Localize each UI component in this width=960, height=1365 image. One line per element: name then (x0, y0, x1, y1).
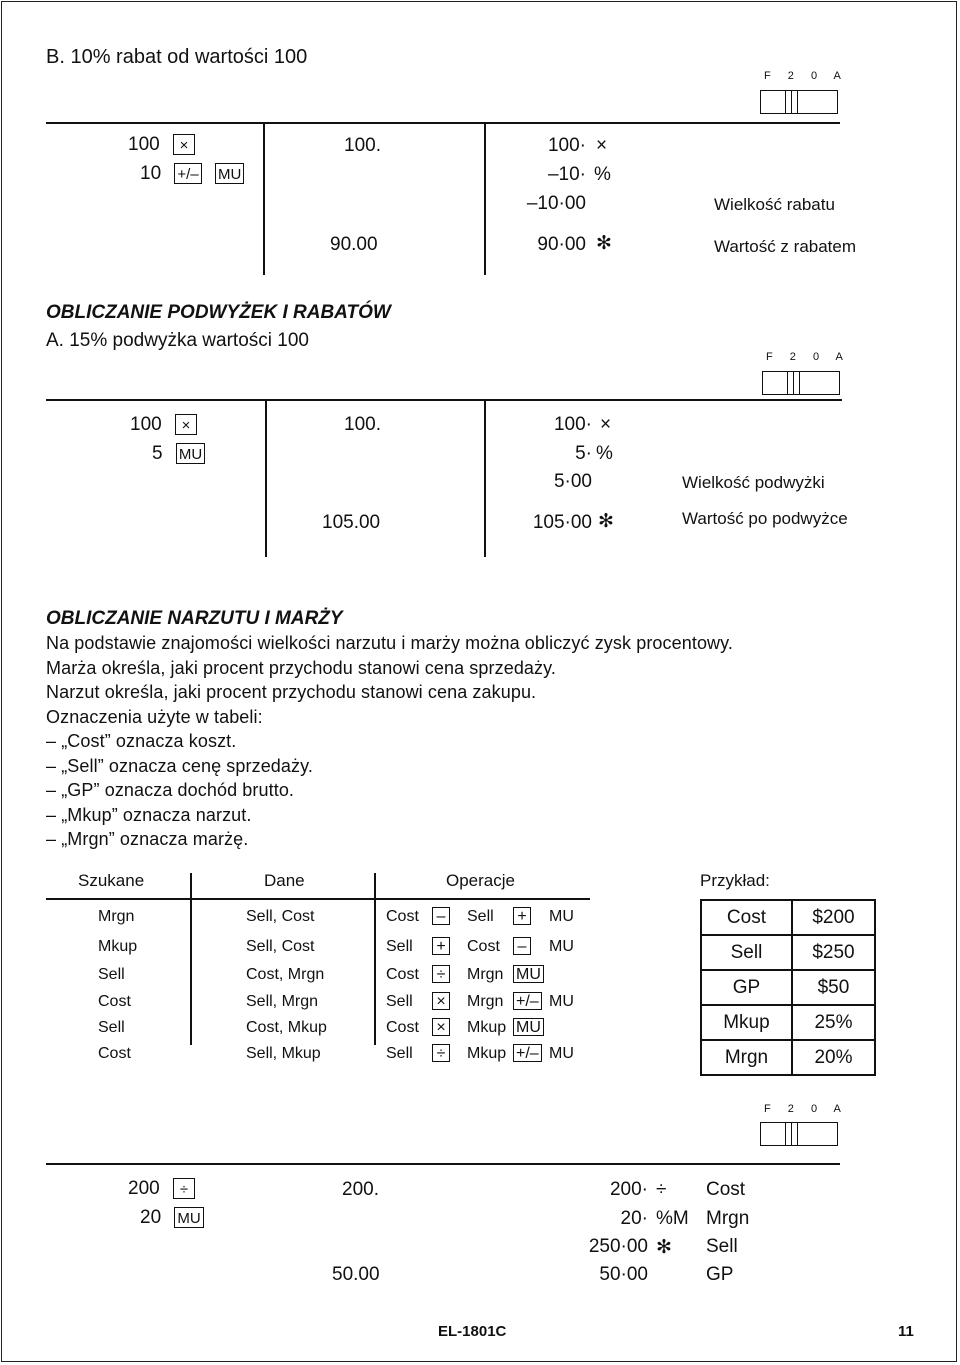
key-number: 100 (130, 414, 162, 435)
table-cell: GP (701, 970, 792, 1005)
table-cell: 25% (792, 1005, 875, 1040)
tape-value: 105·00 (532, 512, 592, 533)
table-row (701, 935, 875, 970)
column-divider (263, 122, 265, 275)
operation-operand: Cost (386, 908, 419, 925)
operation-key: ÷ (432, 965, 450, 983)
text-line: Oznaczenia użyte w tabeli: (46, 706, 263, 727)
divider-line (46, 399, 842, 401)
table-cell-sought: Cost (98, 993, 131, 1010)
table-cell-sought: Mrgn (98, 908, 135, 925)
key-number: 200 (128, 1178, 160, 1199)
operation-operand: MU (549, 1045, 574, 1062)
table-header-sought: Szukane (78, 871, 145, 890)
operation-operand: MU (549, 993, 574, 1010)
tape-label: Wartość z rabatem (714, 237, 857, 256)
table-cell: 20% (792, 1040, 875, 1075)
tape-label: Cost (706, 1179, 746, 1200)
table-cell: Sell (701, 935, 792, 970)
table-cell-given: Cost, Mkup (246, 1019, 327, 1036)
tape-symbol: %M (656, 1208, 689, 1229)
text-line: – „Sell” oznacza cenę sprzedaży. (46, 755, 313, 776)
divider-line (46, 1163, 840, 1165)
multiply-key: × (173, 134, 195, 155)
table-cell-sought: Sell (98, 1019, 125, 1036)
table-header-given: Dane (264, 871, 305, 890)
table-cell: $50 (792, 970, 875, 1005)
mu-key: MU (174, 1207, 203, 1228)
table-cell-given: Sell, Mrgn (246, 993, 319, 1010)
page-number: 11 (898, 1323, 914, 1340)
display-value: 90.00 (330, 234, 378, 255)
table-cell-sought: Sell (98, 966, 125, 983)
keystroke-row (128, 1178, 195, 1200)
column-divider (190, 873, 192, 1045)
tape-value: 100· (553, 414, 592, 435)
tape-value: 5· (575, 443, 592, 464)
operation-operand: Mkup (467, 1045, 507, 1062)
tape-symbol: × (600, 414, 612, 435)
text-line: – „Cost” oznacza koszt. (46, 731, 237, 751)
tape-value: 200· (609, 1179, 648, 1200)
example-table (700, 899, 876, 1076)
display-value: 100. (344, 135, 381, 156)
key-number: 100 (128, 134, 160, 155)
switch-diagram (760, 1122, 838, 1146)
operation-key: – (513, 937, 531, 955)
keystroke-row (140, 163, 244, 185)
tape-symbol: ✻ (596, 233, 612, 254)
operation-key: + (432, 937, 450, 955)
tape-symbol: ✻ (656, 1237, 672, 1258)
column-divider (484, 122, 486, 275)
column-divider (374, 873, 376, 1045)
table-cell-given: Sell, Mkup (246, 1045, 321, 1062)
text-line: Na podstawie znajomości wielkości narzutu i marży można obliczyć zysk procentowy. (46, 633, 734, 653)
operation-key: × (432, 1018, 450, 1036)
text-line: – „Mrgn” oznacza marżę. (46, 829, 249, 849)
text-line: – „Mkup” oznacza narzut. (46, 804, 252, 825)
tape-value: 50·00 (599, 1264, 648, 1285)
display-value: 105.00 (322, 512, 381, 533)
operation-operand: Cost (467, 938, 500, 955)
tape-label: Mrgn (706, 1208, 750, 1229)
operation-operand: Sell (386, 993, 413, 1010)
display-value: 100. (344, 414, 381, 435)
text-line: Narzut określa, jaki procent przychodu stanowi cena zakupu. (46, 682, 537, 702)
tape-label: GP (706, 1264, 734, 1285)
table-cell: $250 (792, 935, 875, 970)
table-rule (46, 898, 590, 900)
table-cell-given: Sell, Cost (246, 908, 315, 925)
table-header-operations: Operacje (446, 871, 515, 890)
keystroke-row (140, 1207, 204, 1229)
table-row (701, 1040, 875, 1075)
mu-key: MU (176, 443, 205, 464)
tape-label: Wielkość podwyżki (682, 473, 825, 492)
switch-diagram (762, 371, 840, 395)
operation-operand: Sell (386, 1045, 413, 1062)
tape-value: 5·00 (553, 471, 592, 492)
operation-key: +/– (513, 1044, 542, 1062)
model-name: EL-1801C (438, 1323, 507, 1340)
tape-value: –10· (547, 164, 586, 185)
operation-key: ÷ (432, 1044, 450, 1062)
tape-label: Wielkość rabatu (714, 195, 835, 214)
tape-value: –10·00 (526, 193, 586, 214)
operation-operand: Sell (467, 908, 494, 925)
keystroke-row (152, 443, 205, 465)
tape-value: 90·00 (537, 234, 586, 255)
switch-label: F 2 0 A (764, 70, 848, 82)
operation-operand: Cost (386, 1019, 419, 1036)
operation-key: – (432, 907, 450, 925)
tape-value: 100· (547, 135, 586, 156)
tape-symbol: % (596, 443, 613, 464)
switch-label: F 2 0 A (766, 351, 850, 363)
text-line: – „GP” oznacza dochód brutto. (46, 780, 295, 800)
tape-value: 250·00 (588, 1236, 648, 1257)
operation-key: MU (513, 1018, 544, 1036)
tape-label: Sell (706, 1236, 738, 1257)
column-divider (484, 399, 486, 557)
operation-operand: MU (549, 908, 574, 925)
table-row (701, 900, 875, 935)
operation-key: MU (513, 965, 544, 983)
operation-operand: Cost (386, 966, 419, 983)
switch-diagram (760, 90, 838, 114)
key-number: 5 (152, 443, 163, 464)
table-cell-given: Cost, Mrgn (246, 966, 325, 983)
plus-minus-key: +/– (174, 163, 201, 184)
mu-key: MU (215, 163, 244, 184)
divide-key: ÷ (173, 1178, 195, 1199)
section-b-title: B. 10% rabat od wartości 100 (46, 46, 308, 68)
table-row (701, 1005, 875, 1040)
table-cell: $200 (792, 900, 875, 935)
display-value: 50.00 (332, 1264, 380, 1285)
operation-key: +/– (513, 992, 542, 1010)
table-cell: Cost (701, 900, 792, 935)
section-heading: OBLICZANIE NARZUTU I MARŻY (46, 608, 343, 629)
multiply-key: × (175, 414, 197, 435)
operation-operand: Mkup (467, 1019, 507, 1036)
explanation-paragraph (46, 631, 733, 852)
table-cell-sought: Cost (98, 1045, 131, 1062)
table-row (701, 970, 875, 1005)
operation-operand: Mrgn (467, 966, 504, 983)
tape-label: Wartość po podwyżce (682, 509, 848, 528)
text-line: Marża określa, jaki procent przychodu stanowi cena sprzedaży. (46, 657, 557, 678)
section-heading: OBLICZANIE PODWYŻEK I RABATÓW (46, 302, 391, 323)
display-value: 200. (342, 1179, 379, 1200)
tape-symbol: % (594, 164, 611, 185)
tape-value: 20· (620, 1208, 648, 1229)
section-a-title: A. 15% podwyżka wartości 100 (46, 330, 309, 351)
operation-operand: MU (549, 938, 574, 955)
tape-symbol: ✻ (598, 511, 614, 532)
key-number: 10 (140, 163, 162, 184)
key-number: 20 (140, 1207, 162, 1228)
tape-symbol: × (596, 135, 608, 156)
operation-key: + (513, 907, 531, 925)
table-cell-sought: Mkup (98, 938, 138, 955)
operation-operand: Mrgn (467, 993, 504, 1010)
operation-operand: Sell (386, 938, 413, 955)
operation-key: × (432, 992, 450, 1010)
table-cell-given: Sell, Cost (246, 938, 315, 955)
divider-line (46, 122, 840, 124)
keystroke-row (130, 414, 197, 436)
tape-symbol: ÷ (656, 1179, 667, 1200)
table-cell: Mrgn (701, 1040, 792, 1075)
example-title: Przykład: (700, 871, 770, 890)
table-cell: Mkup (701, 1005, 792, 1040)
column-divider (265, 399, 267, 557)
switch-label: F 2 0 A (764, 1103, 848, 1115)
keystroke-row (128, 134, 195, 156)
